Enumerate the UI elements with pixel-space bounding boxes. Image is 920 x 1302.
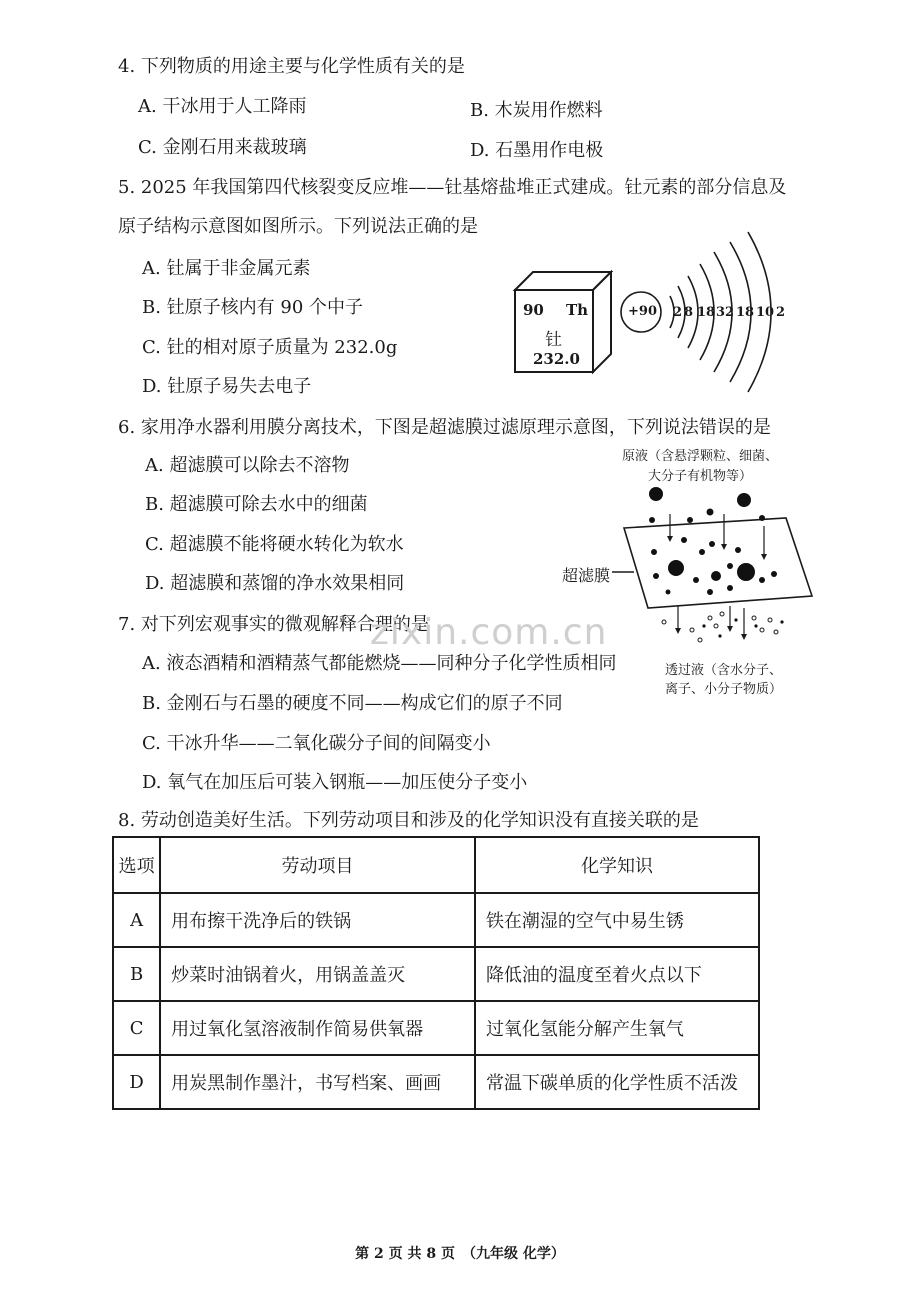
q7-option-b: B. 金刚石与石墨的硬度不同——构成它们的原子不同 xyxy=(142,693,563,714)
raw-liquid-label-2: 大分子有机物等） xyxy=(648,469,753,484)
row-labor: 用过氧化氢溶液制作简易供氧器 xyxy=(160,1001,475,1055)
shell-3: 18 xyxy=(697,305,716,320)
row-option: C xyxy=(113,1001,160,1055)
shell-7: 2 xyxy=(776,305,786,320)
labor-knowledge-table xyxy=(112,836,760,1110)
row-knowledge: 常温下碳单质的化学性质不活泼 xyxy=(475,1055,759,1109)
element-name: 钍 xyxy=(545,330,562,350)
permeate-label-2: 离子、小分子物质） xyxy=(665,682,783,697)
shell-6: 10 xyxy=(756,305,775,320)
shell-1: 2 xyxy=(673,305,683,320)
table-row xyxy=(113,947,759,1001)
q4-stem: 4. 下列物质的用途主要与化学性质有关的是 xyxy=(118,56,465,77)
q7-option-c: C. 干冰升华——二氧化碳分子间的间隔变小 xyxy=(142,733,491,754)
row-labor: 用布擦干洗净后的铁锅 xyxy=(160,893,475,947)
q4-option-d: D. 石墨用作电极 xyxy=(470,140,604,161)
row-labor: 用炭黑制作墨汁，书写档案、画画 xyxy=(160,1055,475,1109)
shell-2: 8 xyxy=(684,305,694,320)
q5-option-c: C. 钍的相对原子质量为 232.0g xyxy=(142,337,398,358)
row-option: B xyxy=(113,947,160,1001)
q5-option-d: D. 钍原子易失去电子 xyxy=(142,376,312,397)
table-header-row xyxy=(113,837,759,893)
row-labor: 炒菜时油锅着火，用锅盖盖灭 xyxy=(160,947,475,1001)
raw-liquid-label-1: 原液（含悬浮颗粒、细菌、 xyxy=(622,449,779,464)
q4-option-a: A. 干冰用于人工降雨 xyxy=(138,96,307,117)
element-mass: 232.0 xyxy=(533,350,580,368)
row-option: D xyxy=(113,1055,160,1109)
row-knowledge: 降低油的温度至着火点以下 xyxy=(475,947,759,1001)
element-symbol: Th xyxy=(566,301,589,319)
permeate-label-1: 透过液（含水分子、 xyxy=(665,663,783,678)
q6-option-d: D. 超滤膜和蒸馏的净水效果相同 xyxy=(145,573,405,594)
q5-stem-line1: 5. 2025 年我国第四代核裂变反应堆——钍基熔盐堆正式建成。钍元素的部分信息及 xyxy=(118,177,787,198)
ultrafiltration-diagram xyxy=(612,480,817,660)
shell-4: 32 xyxy=(716,305,735,320)
nucleus-charge: +90 xyxy=(628,304,657,319)
q7-option-d: D. 氧气在加压后可装入钢瓶——加压使分子变小 xyxy=(142,772,528,793)
q6-option-a: A. 超滤膜可以除去不溶物 xyxy=(145,455,350,476)
element-atomic-number: 90 xyxy=(523,301,544,319)
q4-option-c: C. 金刚石用来裁玻璃 xyxy=(138,137,307,158)
table-row xyxy=(113,893,759,947)
shell-5: 18 xyxy=(736,305,755,320)
table-row xyxy=(113,1055,759,1109)
q6-option-b: B. 超滤膜可除去水中的细菌 xyxy=(145,494,368,515)
q8-stem: 8. 劳动创造美好生活。下列劳动项目和涉及的化学知识没有直接关联的是 xyxy=(118,810,699,831)
page-footer: 第 2 页 共 8 页 （九年级 化学） xyxy=(355,1246,565,1262)
q5-stem-line2: 原子结构示意图如图所示。下列说法正确的是 xyxy=(118,216,478,237)
header-chemistry-knowledge: 化学知识 xyxy=(475,837,759,893)
q5-option-a: A. 钍属于非金属元素 xyxy=(142,258,311,279)
q5-option-b: B. 钍原子核内有 90 个中子 xyxy=(142,297,364,318)
row-option: A xyxy=(113,893,160,947)
q7-stem: 7. 对下列宏观事实的微观解释合理的是 xyxy=(118,614,429,635)
watermark: zixin.com.cn xyxy=(370,612,608,653)
row-knowledge: 过氧化氢能分解产生氧气 xyxy=(475,1001,759,1055)
header-labor-project: 劳动项目 xyxy=(160,837,475,893)
header-option: 选项 xyxy=(113,837,160,893)
q6-stem: 6. 家用净水器利用膜分离技术，下图是超滤膜过滤原理示意图，下列说法错误的是 xyxy=(118,417,771,438)
table-row xyxy=(113,1001,759,1055)
q4-option-b: B. 木炭用作燃料 xyxy=(470,100,603,121)
row-knowledge: 铁在潮湿的空气中易生锈 xyxy=(475,893,759,947)
q6-option-c: C. 超滤膜不能将硬水转化为软水 xyxy=(145,534,404,555)
q7-option-a: A. 液态酒精和酒精蒸气都能燃烧——同种分子化学性质相同 xyxy=(142,653,617,674)
membrane-label: 超滤膜 xyxy=(562,566,611,585)
